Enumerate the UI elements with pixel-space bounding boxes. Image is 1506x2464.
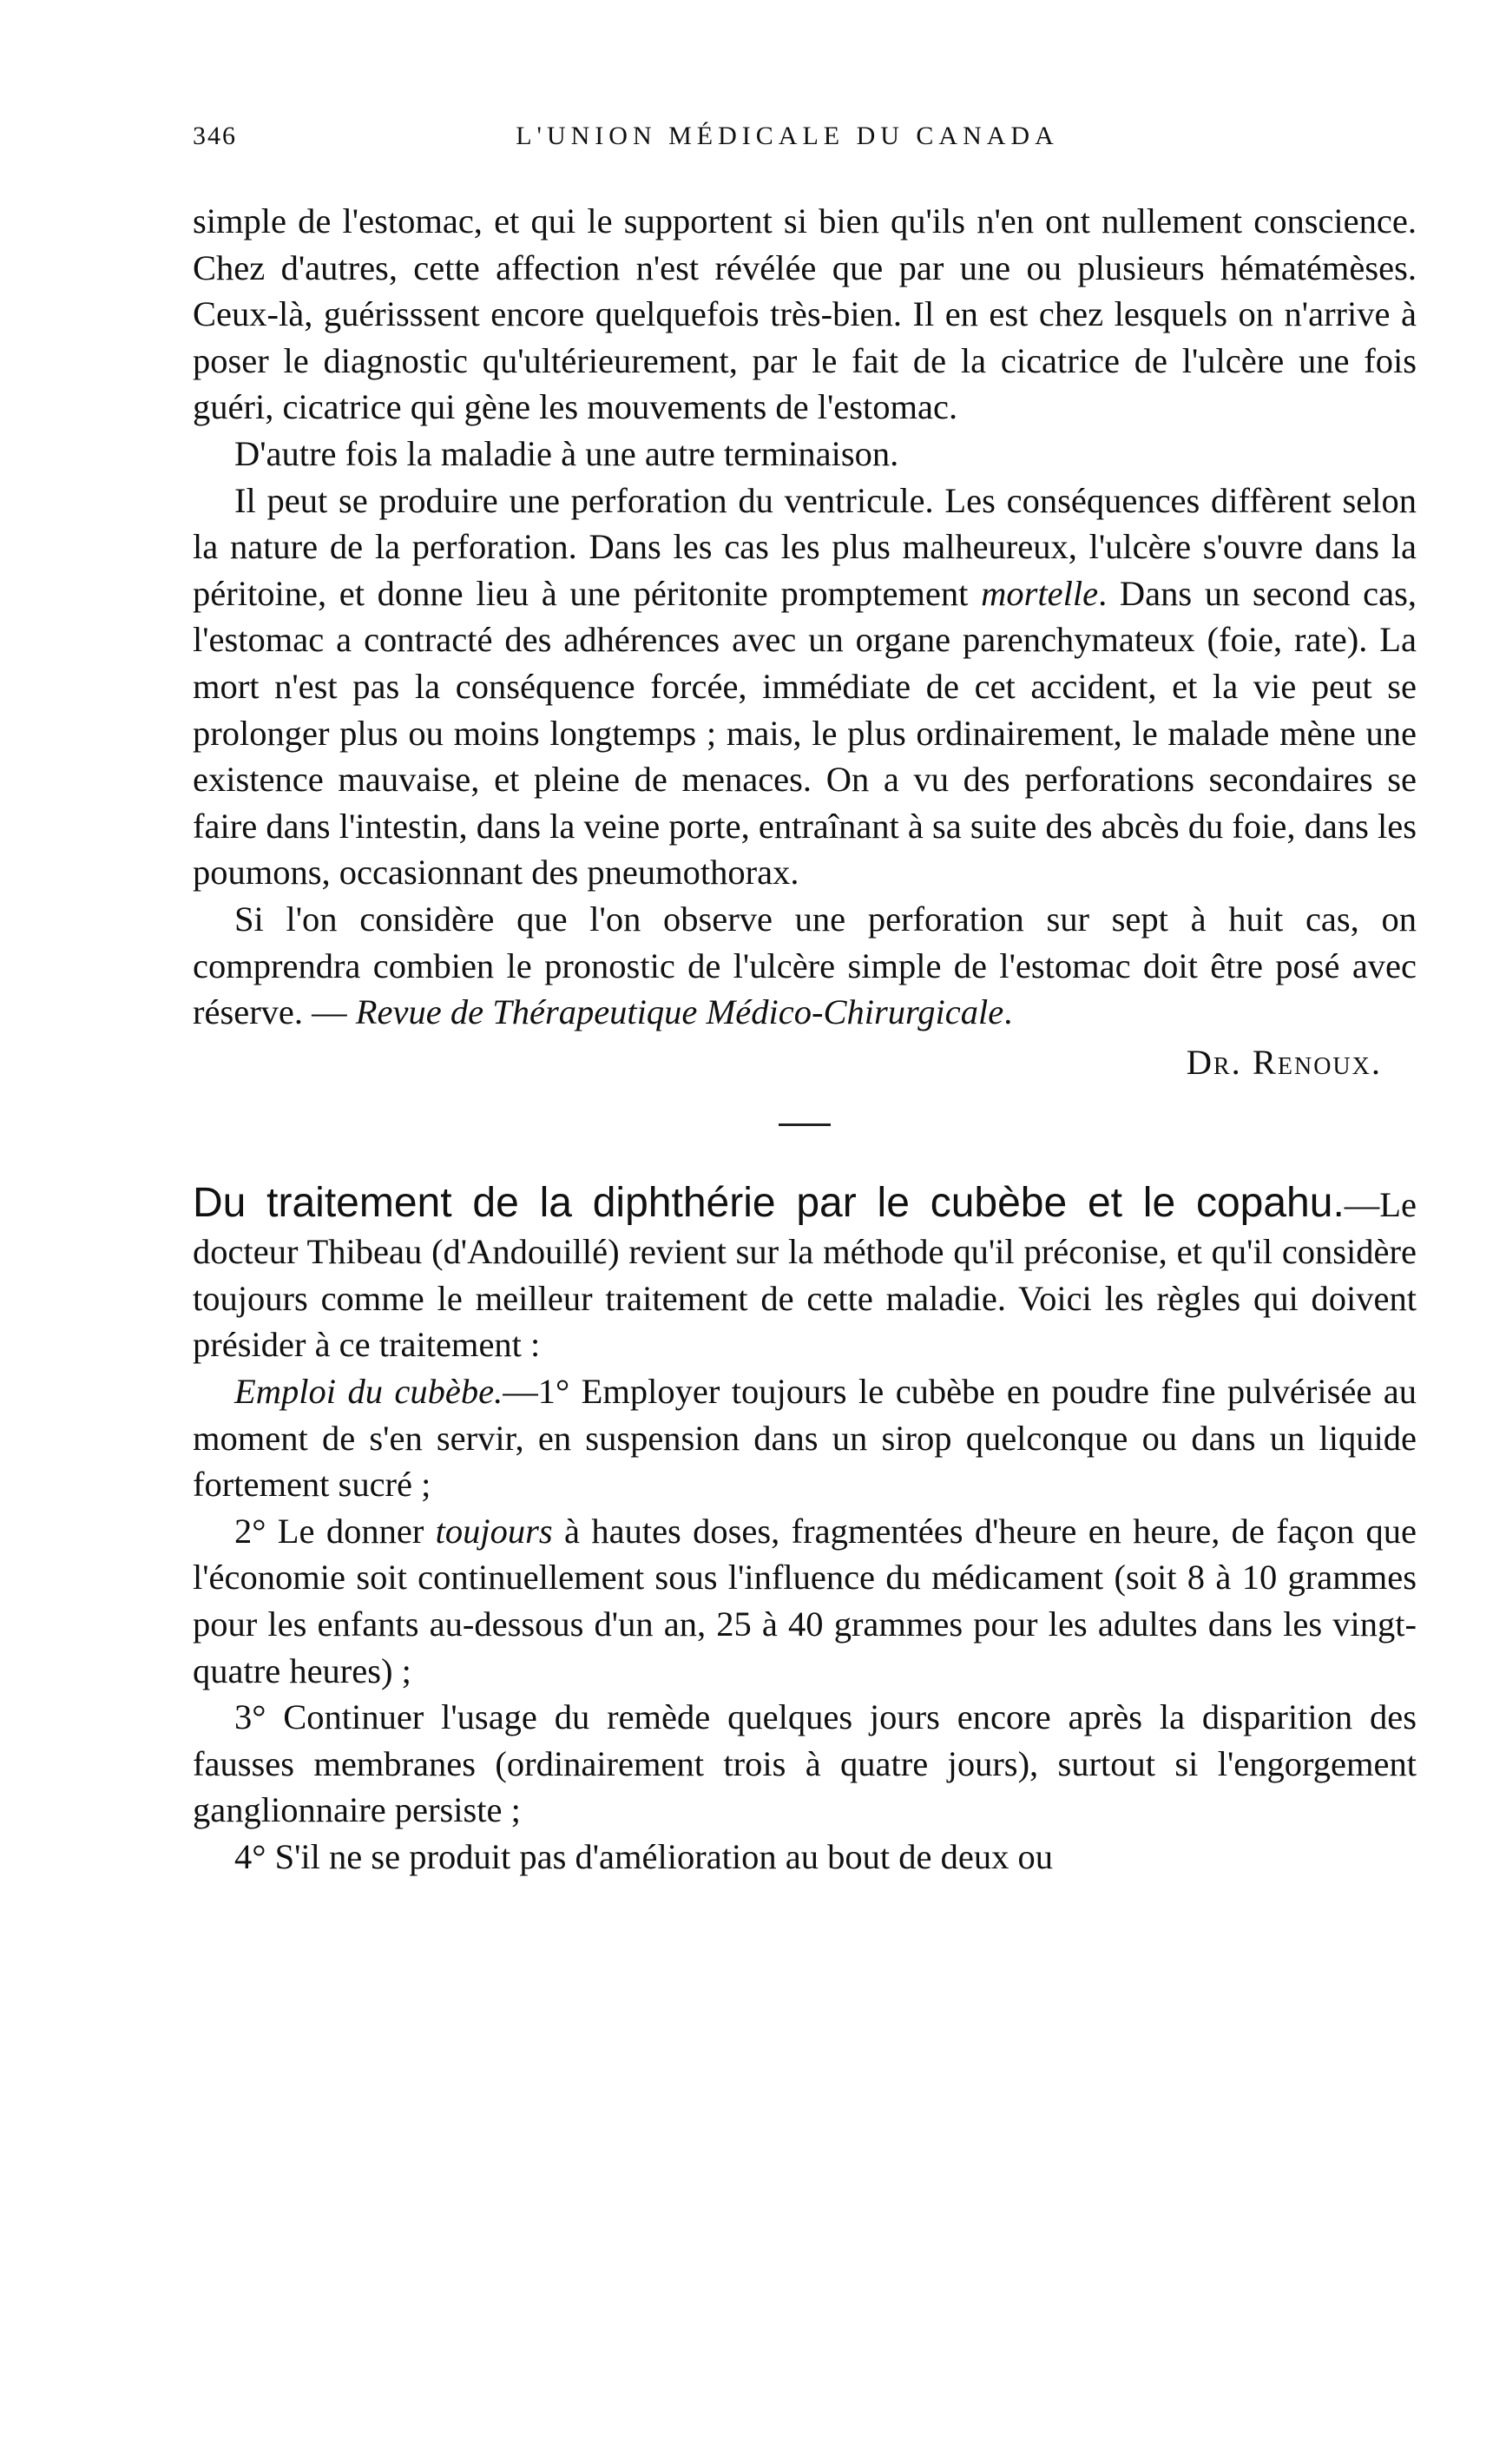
italic-text: toujours: [435, 1511, 553, 1551]
article-list-item: 4° S'il ne se produit pas d'amélioration au bout de deux ou: [234, 1837, 1053, 1876]
article-list-item: [193, 1368, 1417, 1508]
previous-article-paragraph: simple de l'estomac, et qui le supportent si bien qu'ils n'en ont nullement conscience. Chez d'autres, cette affection n'est révélée que par une ou plusieurs hématémèses. Ceux-là, guérisssent encore quelquefois très-bien. Il en est chez lesquels on n'arrive à poser le diagnostic qu'ultérieurement, par le fait de la cicatrice de l'ulcère une fois guéri, cicatrice qui gène les mouvements de l'estomac.: [193, 201, 1417, 427]
previous-article-paragraph: [193, 896, 1417, 1036]
list-item-text: —1° Employer toujours le cubèbe en poudre fine pulvérisée au moment de s'en servir, en suspension dans un sirop quelconque ou dans un liquide fortement sucré ;: [193, 1372, 1417, 1505]
list-item-text: 2° Le donner: [234, 1511, 436, 1551]
section-title: Emploi du cubèbe.: [234, 1372, 503, 1412]
page-number: 346: [193, 122, 237, 150]
list-item-text: à hautes doses, fragmentées d'heure en heure, de façon que l'économie soit continuellement sous l'influence du médicament (soit 8 à 10 grammes pour les enfants au-dessous d'un an, 25 à 40 grammes pour les adultes dans les vingt-quatre heures) ;: [193, 1511, 1417, 1690]
previous-article-paragraph: D'autre fois la maladie à une autre terminaison.: [234, 433, 899, 473]
article-title: Du traitement de la diphthérie par le cubèbe et le copahu.: [193, 1180, 1345, 1227]
paragraph-text: . Dans un second cas, l'estomac a contracté des adhérences avec un organe parenchymateux (foie, rate). La mort n'est pas la conséquence forcée, immédiate de cet accident, et la vie peut se prolonger plus ou moins longtemps ; mais, le plus ordinairement, le malade mène une existence mauvaise, et pleine de menaces. On a vu des perforations secondaires se faire dans l'intestin, dans la veine porte, entraînant à sa suite des abcès du foie, dans les poumons, occasionnant des pneumothorax.: [193, 573, 1417, 893]
paragraph-text: .: [1003, 992, 1013, 1032]
section-separator: [779, 1123, 831, 1126]
article-list-item: [193, 1508, 1417, 1694]
italic-text: mortelle: [981, 573, 1099, 613]
source-citation: Revue de Thérapeutique Médico-Chirurgicale: [355, 992, 1004, 1032]
article-intro: —Le docteur Thibeau (d'Andouillé) revient sur la méthode qu'il préconise, et qu'il considère toujours comme le meilleur traitement de cette maladie. Voici les règles qui doivent présider à ce traitement :: [193, 1185, 1417, 1365]
previous-article-paragraph: [193, 478, 1417, 896]
running-head: [193, 122, 1382, 156]
author-signature: Dr. Renoux.: [1186, 1042, 1382, 1082]
journal-title: L'UNION MÉDICALE DU CANADA: [516, 122, 1059, 150]
paragraph-text: Si l'on considère que l'on observe une perforation sur sept à huit cas, on comprendra combien le pronostic de l'ulcère simple de l'estomac doit être posé avec réserve. —: [193, 899, 1417, 1032]
article-lead-paragraph: [193, 1178, 1417, 1368]
paragraph-text: Il peut se produire une perforation du ventricule. Les conséquences diffèrent selon la nature de la perforation. Dans les cas les plus malheureux, l'ulcère s'ouvre dans la péritoine, et donne lieu à une péritonite promptement: [193, 480, 1417, 613]
article-list-item: 3° Continuer l'usage du remède quelques jours encore après la disparition des fausses membranes (ordinairement trois à quatre jours), surtout si l'engorgement ganglionnaire persiste ;: [193, 1697, 1417, 1830]
page-body: [193, 198, 1417, 1881]
